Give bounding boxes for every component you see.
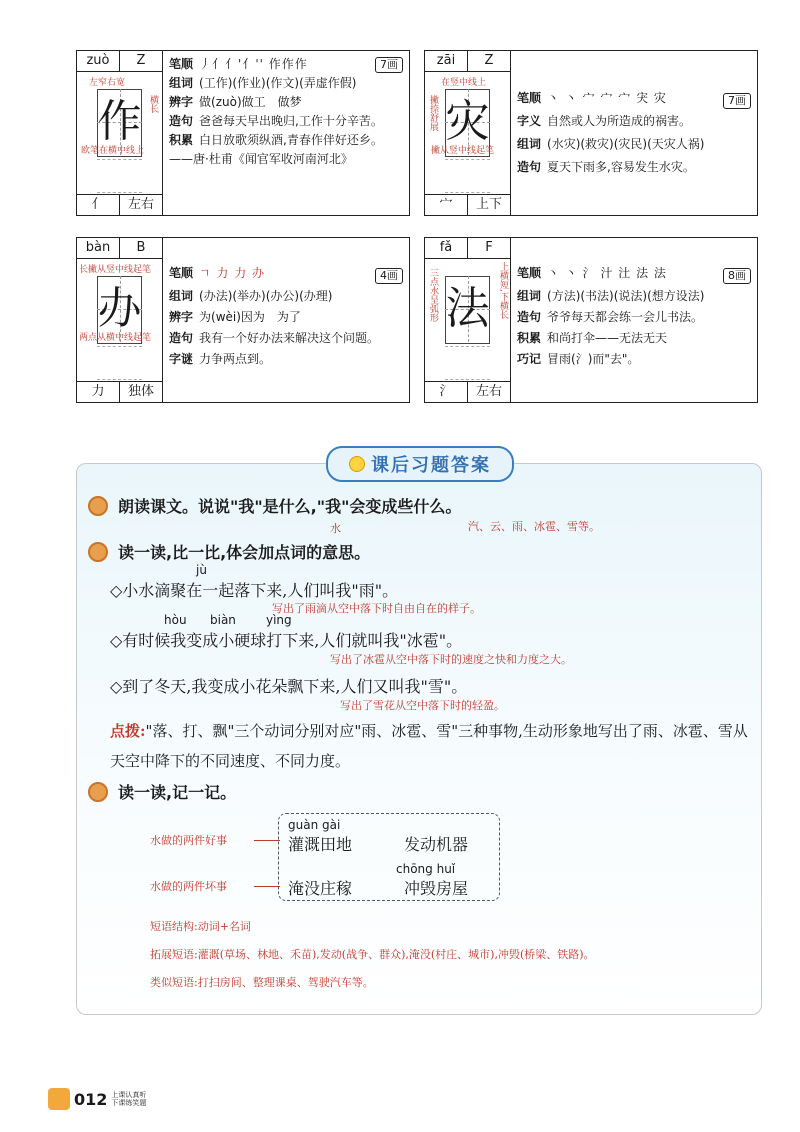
note-bottom: 欧笔在横中线上 [81, 146, 145, 156]
structure: 上下 [467, 195, 510, 215]
row-label: 组词 [517, 289, 542, 303]
answers-title: 课后习题答案 [371, 455, 491, 476]
initial-letter: B [119, 238, 162, 258]
stroke-count-badge: 4画 [375, 268, 403, 284]
note-left: 撇捺舒展 [428, 95, 438, 131]
row-label: 组词 [169, 76, 194, 90]
char-card-zai [424, 50, 758, 216]
radical-footer [425, 194, 510, 215]
row-text: (方法)(书法)(说法)(想方设法) [547, 289, 705, 303]
row-text: 自然或人为所造成的祸害。 [547, 114, 692, 128]
phrase-2a: 淹没庄稼 [288, 879, 353, 898]
note-bottom: 撇从竖中线起笔 [431, 146, 495, 156]
row-label: 组词 [517, 137, 542, 151]
row-label: 辨字 [169, 95, 194, 109]
char-info [169, 264, 403, 369]
pinyin-hou: hòu [164, 613, 187, 627]
pinyin-ying: yìng [266, 613, 292, 627]
connector-line [254, 886, 280, 887]
stroke-order: 丶 丶 氵 汁 汢 法 法 [547, 266, 667, 280]
initial-letter: Z [119, 51, 162, 71]
row-text: 夏天下雨多,容易发生水灾。 [547, 160, 695, 174]
radical-footer [77, 194, 162, 215]
question-icon [88, 782, 108, 802]
writing-grid [83, 75, 156, 195]
row-text: (工作)(作业)(作文)(弄虚作假) [199, 76, 357, 90]
question-icon [88, 542, 108, 562]
note-1: 写出了雨滴从空中落下时自由自在的样子。 [272, 602, 481, 615]
row-text: 爸爸每天早出晚归,工作十分辛苦。 [199, 114, 383, 128]
pinyin-header [77, 238, 162, 259]
slogan-line: 上课认真听 [111, 1091, 147, 1099]
row-text: 白日放歌须纵酒,青春作伴好还乡。——唐·杜甫《闻官军收河南河北》 [169, 133, 383, 166]
row-label: 辨字 [169, 310, 194, 324]
stroke-count-badge: 7画 [375, 57, 403, 73]
radical-footer [77, 381, 162, 402]
note-top: 左窄右宽 [89, 78, 126, 88]
note-bottom: 两点从横中线起笔 [79, 333, 152, 343]
row-text: 爷爷每天都会练一会儿书法。 [547, 310, 704, 324]
char-grid-panel [425, 51, 511, 215]
radical: 力 [91, 384, 105, 399]
page-number: 012 [74, 1089, 108, 1109]
writing-grid [83, 262, 156, 382]
pinyin: fǎ [439, 240, 453, 255]
initial-letter: F [467, 238, 510, 258]
good-label: 水做的两件好事 [150, 834, 227, 847]
note-3: 写出了雪花从空中落下时的轻盈。 [340, 699, 505, 712]
question-icon [88, 496, 108, 516]
main-character: 作 [97, 96, 142, 147]
hint-label: 点拨: [110, 722, 146, 740]
pinyin: zāi [436, 53, 456, 68]
note-2: 写出了冰雹从空中落下时的速度之快和力度之大。 [330, 653, 572, 666]
hint-text: "落、打、飘"三个动词分别对应"雨、冰雹、雪"三种事物,生动形象地写出了雨、冰雹、雪从天空中降下的不同速度、不同力度。 [110, 722, 748, 770]
row-label: 造句 [169, 114, 194, 128]
answer-forms: 汽、云、雨、冰雹、雪等。 [468, 520, 600, 533]
answer-water: 水 [330, 522, 341, 535]
pinyin-bian: biàn [210, 613, 236, 627]
row-text: 为(wèi)因为 为了 [199, 310, 301, 324]
stroke-count-badge: 8画 [723, 268, 751, 284]
lightbulb-icon [349, 456, 365, 472]
strokes-label: 笔顺 [169, 57, 194, 71]
row-text: 和尚打伞——无法无天 [547, 331, 668, 345]
main-character: 办 [97, 283, 142, 334]
main-character: 法 [445, 283, 490, 334]
row-label: 字谜 [169, 352, 194, 366]
char-grid-panel [77, 51, 163, 215]
initial-letter: Z [467, 51, 510, 71]
pinyin: bàn [85, 240, 111, 255]
stroke-count-badge: 7画 [723, 93, 751, 109]
note-right: 横长 [148, 95, 158, 113]
char-grid-panel [425, 238, 511, 402]
row-label: 积累 [169, 133, 194, 147]
char-info [517, 89, 751, 177]
row-label: 积累 [517, 331, 542, 345]
stroke-order: 丿亻亻'亻'' 作作作 [199, 57, 308, 71]
row-text: 冒雨(氵)而"去"。 [547, 352, 640, 366]
connector-line [254, 840, 280, 841]
sentence-1: ◇小水滴聚在一起落下来,人们叫我"雨"。 [110, 581, 399, 600]
sentence-2: ◇有时候我变成小硬球打下来,人们就叫我"冰雹"。 [110, 631, 463, 650]
phrase-1a: 灌溉田地 [288, 835, 353, 854]
strokes-label: 笔顺 [517, 266, 542, 280]
pinyin-chonghui: chōng huǐ [396, 862, 456, 876]
main-character: 灾 [445, 96, 490, 147]
stroke-order: ㄱ 力 力 办 [199, 266, 266, 280]
strokes-label: 笔顺 [517, 91, 542, 105]
phrase-1b: 发动机器 [404, 835, 469, 854]
radical: 氵 [439, 384, 453, 399]
extension-note: 拓展短语:灌溉(草场、林地、禾苗),发动(战争、群众),淹没(村庄、城市),冲毁(桥梁、铁路)。 [150, 948, 595, 961]
radical-footer [425, 381, 510, 402]
row-label: 组词 [169, 289, 194, 303]
answers-banner [326, 446, 514, 482]
char-card-ban [76, 237, 410, 403]
row-label: 字义 [517, 114, 542, 128]
row-text: (水灾)(救灾)(灾民)(天灾人祸) [547, 137, 705, 151]
strokes-label: 笔顺 [169, 266, 194, 280]
writing-grid [431, 262, 504, 382]
char-card-fa [424, 237, 758, 403]
row-label: 造句 [517, 310, 542, 324]
pinyin-header [425, 238, 510, 259]
phrase-structure-note: 短语结构:动词+名词 [150, 920, 251, 933]
pinyin-guangai: guàn gài [288, 818, 341, 832]
stroke-order: 丶 丶 宀 宀 宀 宊 灾 [547, 91, 667, 105]
page-footer [48, 1088, 146, 1110]
note-top: 长撇从竖中线起笔 [79, 265, 152, 275]
slogan-line: 下课练笑题 [111, 1099, 147, 1107]
row-text: 力争两点到。 [199, 352, 272, 366]
row-text: 做(zuò)做工 做梦 [199, 95, 302, 109]
question-1 [88, 494, 461, 517]
question-text: 朗读课文。说说"我"是什么,"我"会变成些什么。 [118, 497, 462, 516]
note-right: 上横短,下横长 [498, 262, 508, 319]
question-text: 读一读,比一比,体会加点词的意思。 [118, 543, 371, 562]
sentence-3: ◇到了冬天,我变成小花朵飘下来,人们又叫我"雪"。 [110, 677, 468, 696]
structure: 左右 [467, 382, 510, 402]
row-label: 巧记 [517, 352, 542, 366]
char-info [517, 264, 751, 369]
question-3 [88, 780, 236, 803]
row-text: (办法)(举办)(办公)(办理) [199, 289, 333, 303]
pinyin-header [77, 51, 162, 72]
radical: 宀 [439, 197, 453, 212]
note-left: 三点水呈弧形 [428, 268, 438, 322]
footer-slogan [111, 1091, 146, 1107]
structure: 左右 [119, 195, 162, 215]
pinyin-header [425, 51, 510, 72]
row-label: 造句 [169, 331, 194, 345]
bad-label: 水做的两件坏事 [150, 880, 227, 893]
char-card-zuo [76, 50, 410, 216]
similar-note: 类似短语:打扫房间、整理课桌、驾驶汽车等。 [150, 976, 374, 989]
note-top: 在竖中线上 [441, 78, 487, 88]
question-2 [88, 540, 370, 563]
writing-grid [431, 75, 504, 195]
row-label: 造句 [517, 160, 542, 174]
structure: 独体 [119, 382, 162, 402]
char-info [169, 55, 403, 169]
mascot-icon [48, 1088, 70, 1110]
pinyin: zuò [86, 53, 110, 68]
row-text: 我有一个好办法来解决这个问题。 [199, 331, 380, 345]
char-grid-panel [77, 238, 163, 402]
question-text: 读一读,记一记。 [118, 783, 237, 802]
pinyin-ju: jù [196, 563, 207, 577]
hint-paragraph [110, 716, 750, 776]
phrase-2b: 冲毁房屋 [404, 879, 469, 898]
radical: 亻 [91, 197, 105, 212]
